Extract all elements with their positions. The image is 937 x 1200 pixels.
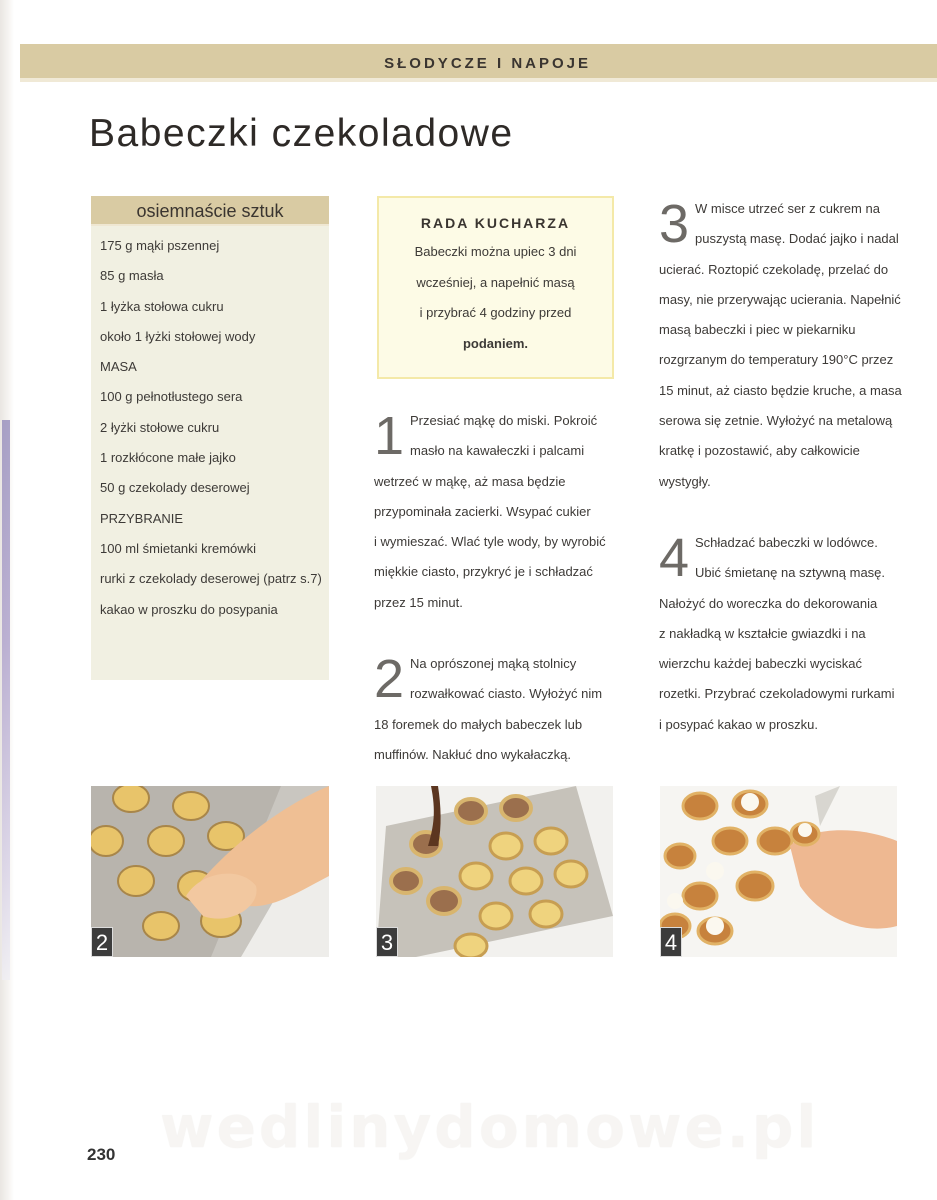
ingredient-item: około 1 łyżki stołowej wody bbox=[100, 328, 256, 344]
step-line: z nakładką w kształcie gwiazdki i na bbox=[659, 625, 866, 641]
cooks-tip-title: RADA KUCHARZA bbox=[420, 215, 571, 231]
ingredient-item: 1 rozkłócone małe jajko bbox=[100, 450, 236, 466]
step-number: 4 bbox=[659, 528, 690, 588]
step-line: wetrzeć w mąkę, aż masa będzie bbox=[374, 473, 566, 489]
step-line: i posypać kakao w proszku. bbox=[659, 716, 818, 732]
step-line: 15 minut, aż ciasto będzie kruche, a masa bbox=[659, 382, 902, 398]
step-line: Ubić śmietanę na sztywną masę. bbox=[695, 565, 886, 581]
step-number: 1 bbox=[374, 406, 405, 466]
step-line: Na oprószonej mąką stolnicy bbox=[410, 656, 577, 671]
step-photo-3 bbox=[376, 786, 613, 957]
step-photo-2 bbox=[91, 786, 329, 957]
watermark: wedlinydomowe.pl bbox=[160, 1093, 820, 1161]
step-line: masło na kawałeczki i palcami bbox=[410, 443, 585, 459]
step-line: puszystą masę. Dodać jajko i nadal bbox=[695, 231, 899, 247]
step-line: i wymieszać. Wlać tyle wody, by wyrobić bbox=[374, 534, 606, 550]
step-number: 3 bbox=[659, 194, 690, 254]
step-3 bbox=[659, 194, 929, 502]
ingredient-item: 175 g mąki pszennej bbox=[100, 238, 220, 253]
step-line: 18 foremek do małych babeczek lub bbox=[374, 716, 583, 732]
step-line: rozetki. Przybrać czekoladowymi rurkami bbox=[659, 686, 895, 702]
photo-step-badge: 4 bbox=[660, 927, 682, 957]
cooks-tip-line: Babeczki można upiec 3 dni bbox=[414, 244, 577, 259]
step-line: wierzchu każdej babeczki wyciskać bbox=[659, 656, 863, 672]
step-number: 2 bbox=[374, 649, 405, 709]
step-2 bbox=[374, 649, 624, 775]
ingredients-box bbox=[91, 196, 329, 680]
cooks-tip-line: i przybrać 4 godziny przed bbox=[419, 305, 572, 320]
photo-step-badge: 3 bbox=[376, 927, 398, 957]
ingredient-item: 1 łyżka stołowa cukru bbox=[100, 298, 224, 314]
ingredient-subheading: PRZYBRANIE bbox=[100, 510, 184, 526]
step-photo-3-image bbox=[376, 786, 613, 957]
ingredient-subheading: MASA bbox=[100, 359, 137, 375]
step-line: przypominała zacierki. Wsypać cukier bbox=[374, 503, 591, 519]
step-line: serowa się zetnie. Wyłożyć na metalową bbox=[659, 413, 893, 429]
photo-step-badge: 2 bbox=[91, 927, 113, 957]
spine-color-strip bbox=[2, 420, 10, 980]
step-line: W misce utrzeć ser z cukrem na bbox=[695, 201, 880, 216]
step-line: ucierać. Roztopić czekoladę, przelać do bbox=[659, 261, 889, 277]
section-label: SŁODYCZE I NAPOJE bbox=[384, 55, 591, 72]
step-line: Przesiać mąkę do miski. Pokroić bbox=[410, 413, 598, 428]
step-photo-4 bbox=[660, 786, 897, 957]
step-line: Nałożyć do woreczka do dekorowania bbox=[659, 595, 878, 611]
ingredient-item: rurki z czekolady deserowej (patrz s.7) bbox=[100, 571, 322, 587]
ingredients-list bbox=[91, 226, 329, 630]
recipe-title: Babeczki czekoladowe bbox=[89, 112, 514, 155]
cooks-tip-line: wcześniej, a napełnić masą bbox=[416, 274, 575, 290]
step-line: Schładzać babeczki w lodówce. bbox=[695, 535, 878, 550]
step-line: rozwałkować ciasto. Wyłożyć nim bbox=[410, 686, 603, 702]
step-line: miękkie ciasto, przykryć je i schładzać bbox=[374, 564, 593, 580]
step-line: muffinów. Nakłuć dno wykałaczką. bbox=[374, 746, 572, 762]
ingredient-item: 100 g pełnotłustego sera bbox=[100, 389, 243, 405]
ingredient-item: 100 ml śmietanki kremówki bbox=[100, 540, 257, 556]
cooks-tip-line: podaniem. bbox=[462, 335, 528, 351]
ingredient-item: 2 łyżki stołowe cukru bbox=[100, 419, 220, 435]
ingredients-heading: osiemnaście sztuk bbox=[91, 196, 329, 226]
step-photo-4-image bbox=[660, 786, 897, 957]
step-line: masą babeczki i piec w piekarniku bbox=[659, 322, 856, 338]
step-4 bbox=[659, 528, 929, 745]
page-number: 230 bbox=[87, 1145, 116, 1164]
step-line: rozgrzanym do temperatury 190°C przez bbox=[659, 352, 894, 368]
step-line: masy, nie przerywając ucierania. Napełnić bbox=[659, 291, 901, 307]
ingredient-item: 85 g masła bbox=[100, 268, 164, 284]
step-photo-2-image bbox=[91, 786, 329, 957]
step-line: kratkę i pozostawić, aby całkowicie bbox=[659, 443, 860, 459]
cooks-tip-box bbox=[377, 196, 614, 379]
section-header-bar bbox=[20, 44, 937, 82]
ingredient-item: kakao w proszku do posypania bbox=[100, 601, 278, 617]
step-line: wystygły. bbox=[659, 473, 711, 489]
step-line: przez 15 minut. bbox=[374, 594, 463, 610]
ingredient-item: 50 g czekolady deserowej bbox=[100, 480, 250, 496]
step-1 bbox=[374, 406, 624, 623]
